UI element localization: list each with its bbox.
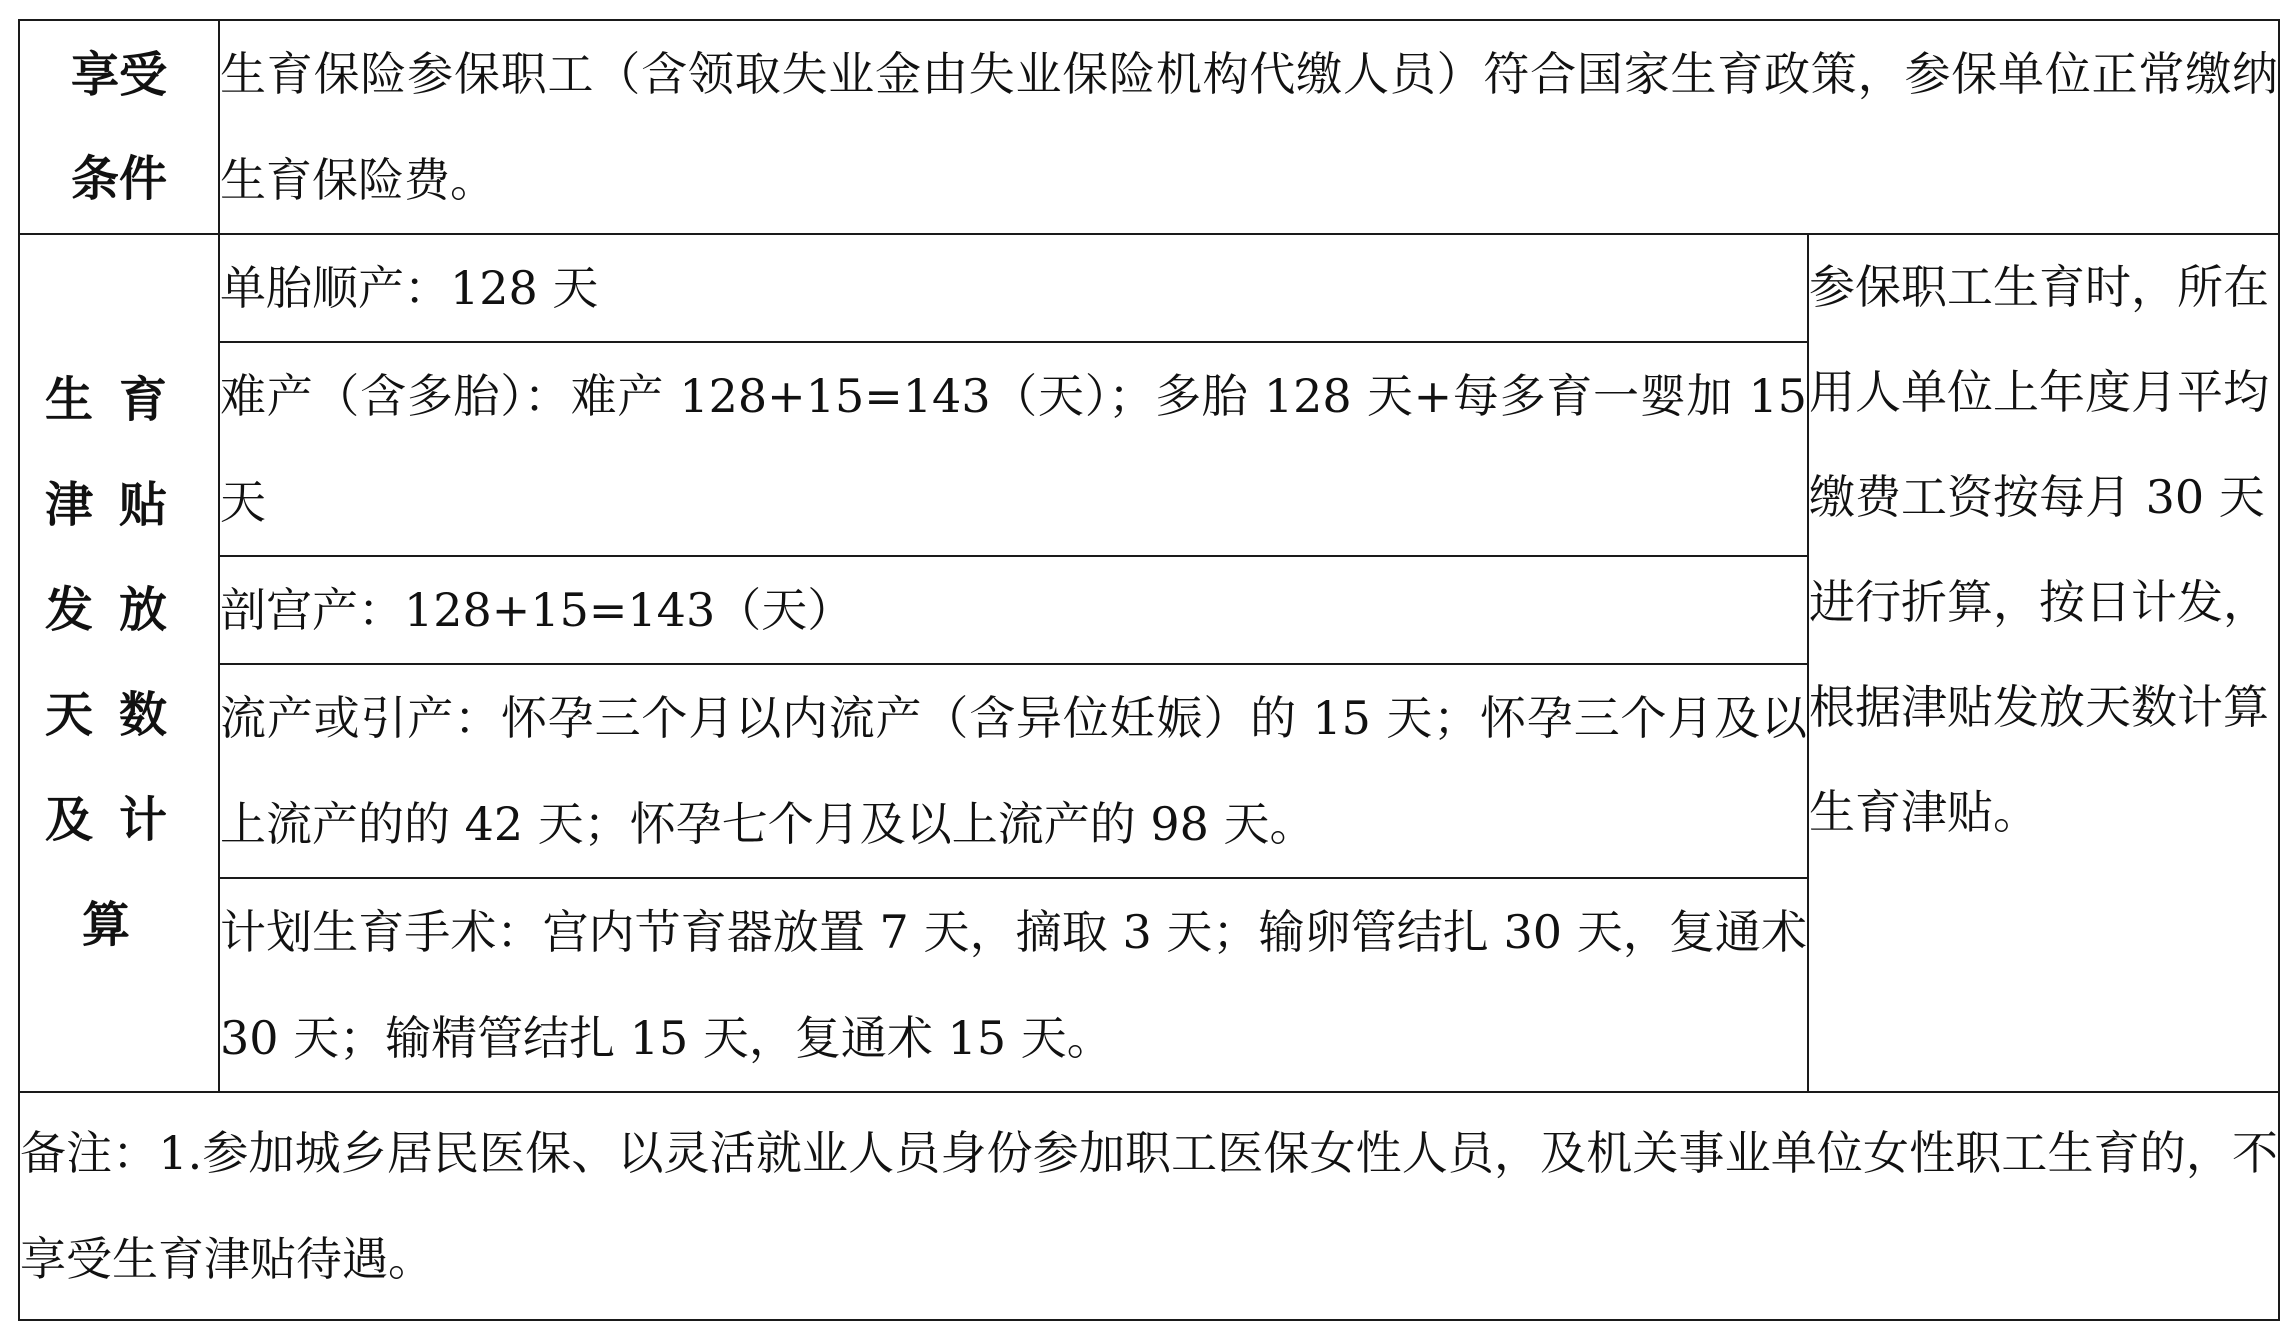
family-planning-surgery-row: 计划生育手术：宫内节育器放置 7 天，摘取 3 天；输卵管结扎 30 天，复通术 30 天；输精管结扎 15 天，复通术 15 天。 bbox=[219, 878, 1808, 1092]
allowance-label-line-2: 津贴 bbox=[44, 477, 193, 533]
allowance-label-line-5: 及计 bbox=[44, 792, 193, 848]
conditions-text: 生育保险参保职工（含领取失业金由失业保险机构代缴人员）符合国家生育政策，参保单位正常缴纳生育保险费。 bbox=[219, 20, 2279, 234]
remark-row bbox=[19, 1092, 2279, 1320]
calculation-note: 参保职工生育时，所在用人单位上年度月平均缴费工资按每月 30 天进行折算，按日计发，根据津贴发放天数计算生育津贴。 bbox=[1808, 234, 2279, 1092]
single-birth-row: 单胎顺产：128 天 bbox=[219, 234, 1808, 342]
conditions-label-line2: 条件 bbox=[70, 151, 167, 207]
conditions-label bbox=[19, 20, 219, 234]
maternity-benefit-table bbox=[18, 19, 2280, 1321]
allowance-label-line-6: 算 bbox=[81, 897, 156, 953]
miscarriage-row: 流产或引产：怀孕三个月以内流产（含异位妊娠）的 15 天；怀孕三个月及以上流产的的 42 天；怀孕七个月及以上流产的 98 天。 bbox=[219, 664, 1808, 878]
allowance-label-line-3: 发放 bbox=[44, 582, 193, 638]
cesarean-row: 剖宫产：128+15=143（天） bbox=[219, 556, 1808, 664]
allowance-row-1 bbox=[19, 234, 2279, 342]
allowance-label-line-4: 天数 bbox=[44, 687, 193, 743]
remark-text: 备注：1.参加城乡居民医保、以灵活就业人员身份参加职工医保女性人员，及机关事业单位女性职工生育的，不享受生育津贴待遇。 bbox=[19, 1092, 2279, 1320]
allowance-days-label bbox=[19, 234, 219, 1092]
conditions-row bbox=[19, 20, 2279, 234]
conditions-label-line1: 享受 bbox=[70, 47, 167, 103]
difficult-birth-row: 难产（含多胎）：难产 128+15=143（天）；多胎 128 天+每多育一婴加 15 天 bbox=[219, 342, 1808, 556]
allowance-label-line-1: 生育 bbox=[44, 372, 193, 428]
